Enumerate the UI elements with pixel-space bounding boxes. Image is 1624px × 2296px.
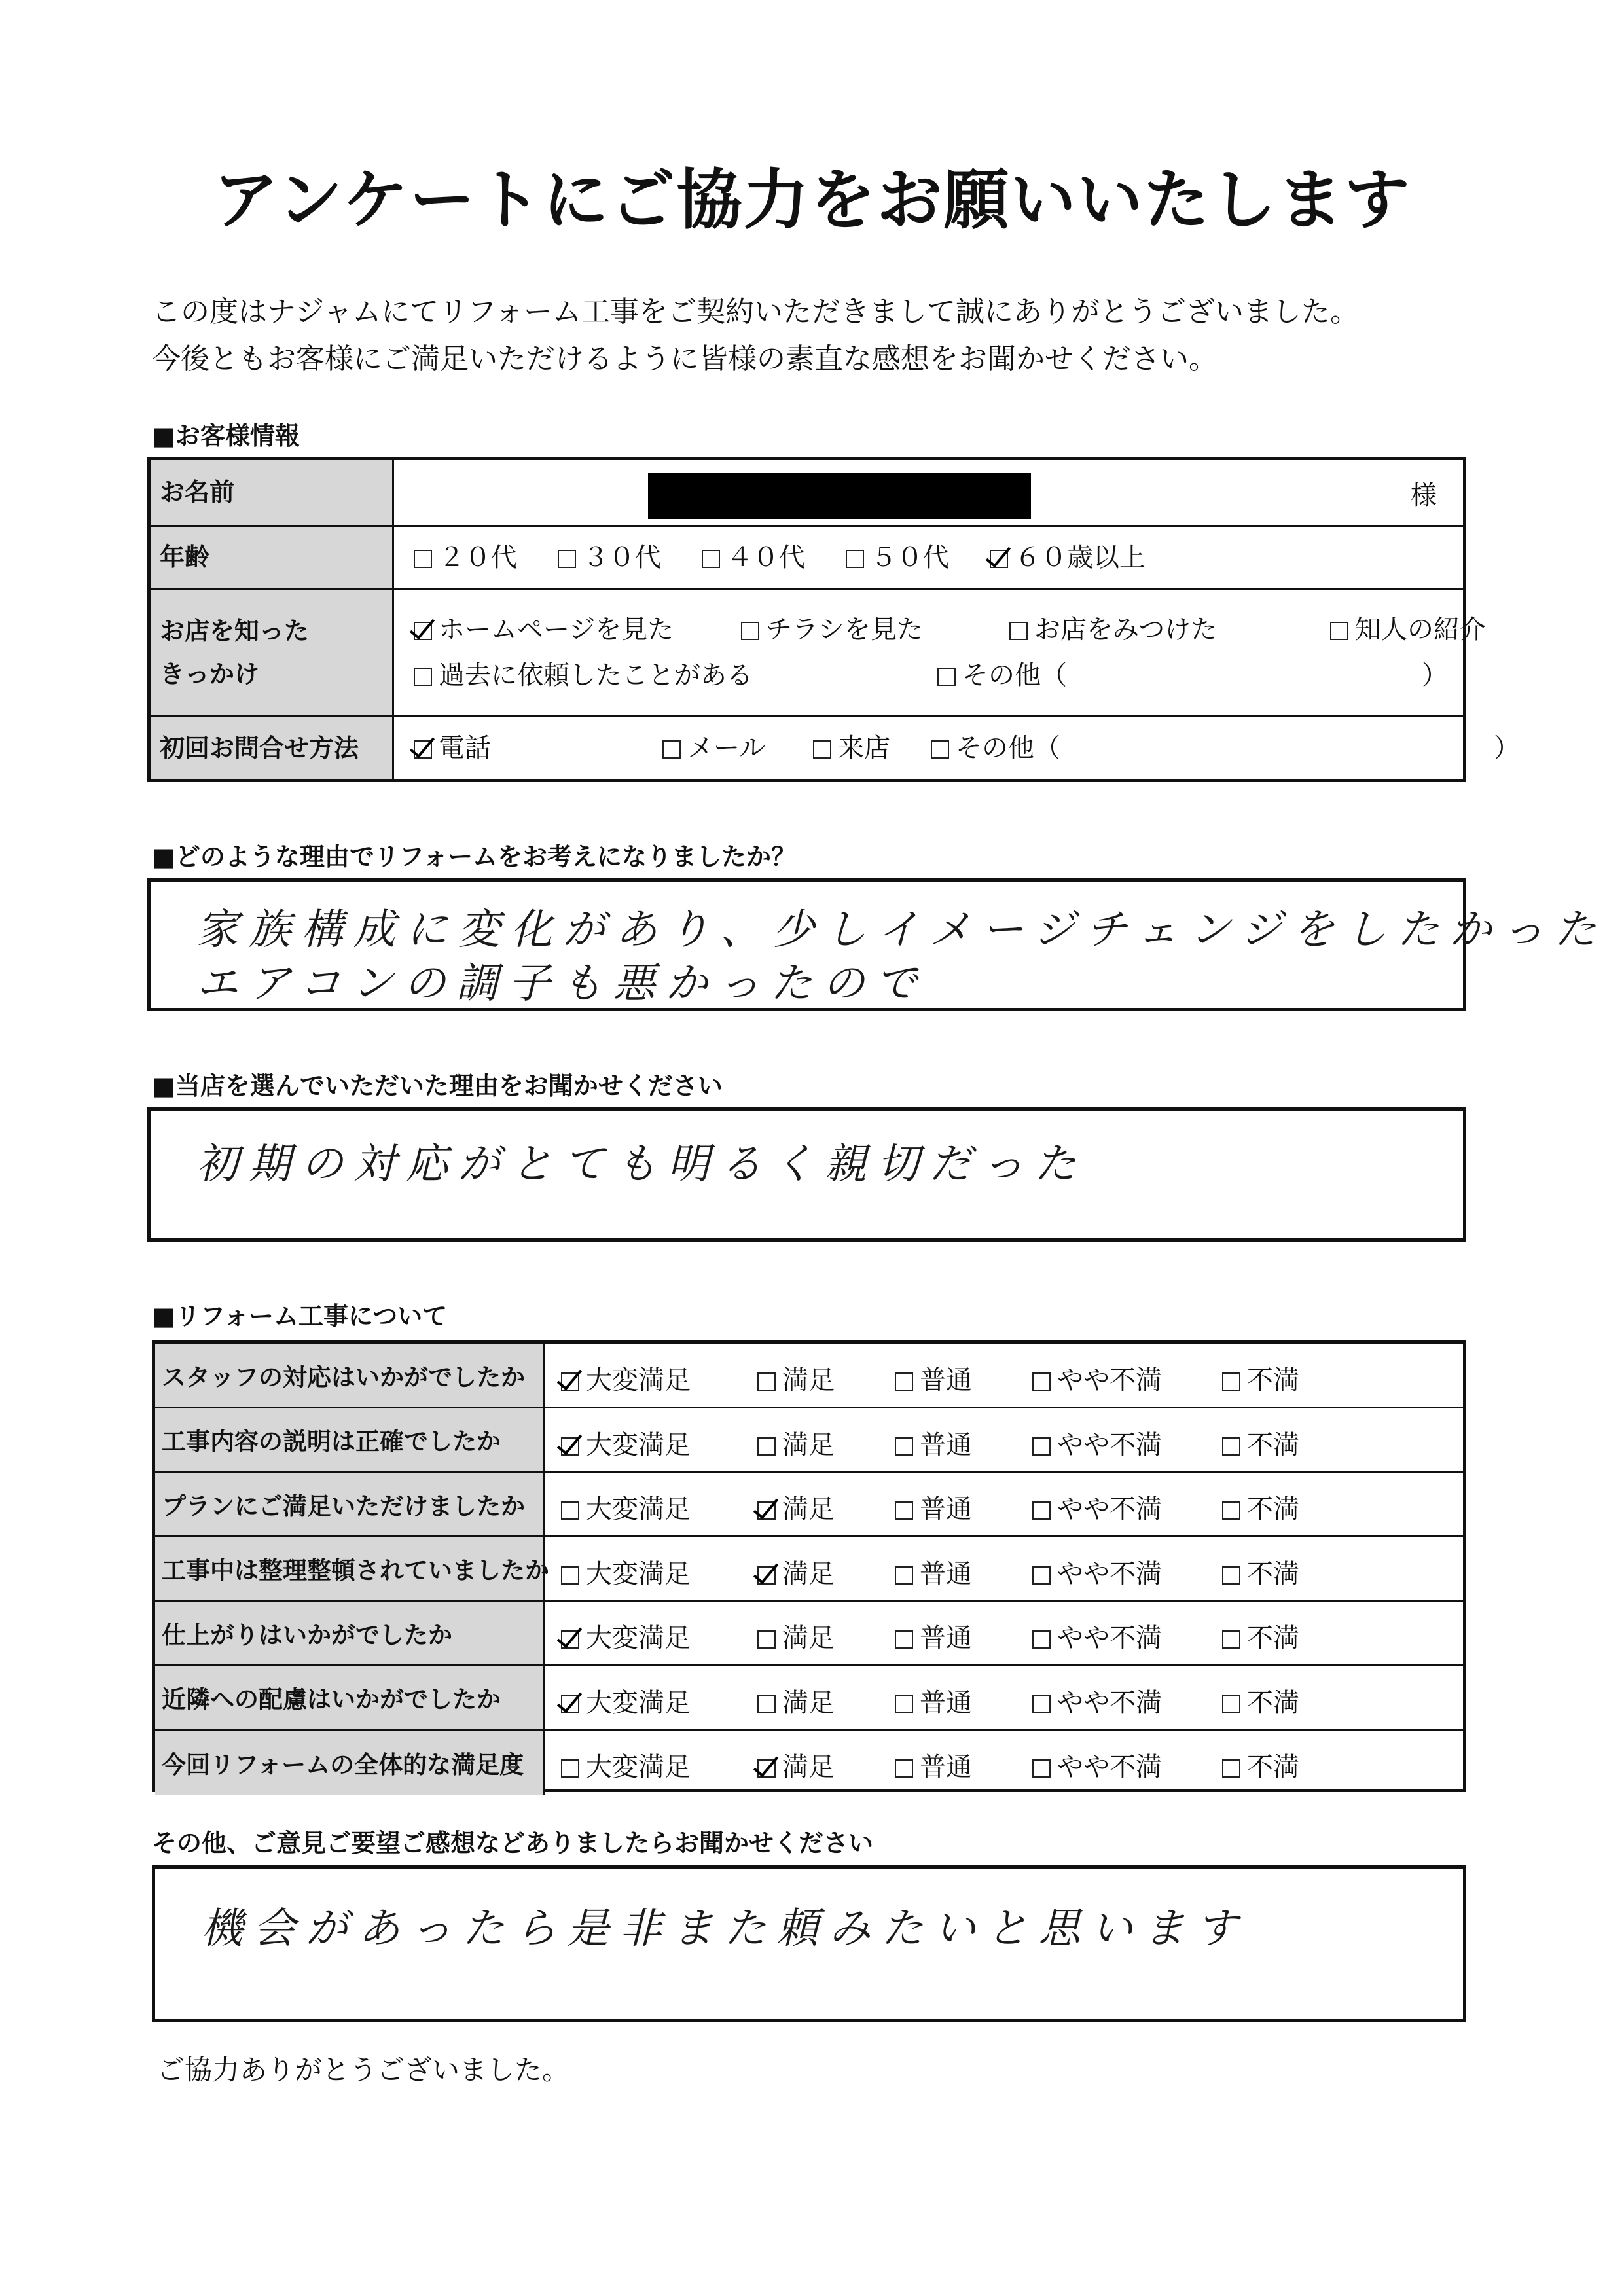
reason-answer-line-2: エアコンの調子も悪かったので [196,960,928,1008]
survey-checkbox[interactable] [757,1501,776,1520]
survey-option-label: 普通 [920,1558,972,1589]
survey-checkbox[interactable] [1032,1372,1051,1391]
survey-option[interactable] [757,1617,835,1655]
survey-question-label: スタッフの対応はいかがでしたか [155,1344,545,1407]
survey-option-label: 満足 [782,1429,835,1460]
why-us-answer-line-1: 初期の対応がとても明るく親切だった [196,1140,1087,1189]
survey-option[interactable] [895,1359,972,1397]
survey-option-label: 普通 [920,1687,972,1718]
redacted-name [648,473,1031,519]
survey-checkbox[interactable] [895,1566,913,1585]
survey-option[interactable] [1032,1617,1162,1655]
contact-close-paren: ） [1494,733,1520,763]
survey-checkbox[interactable] [895,1372,913,1391]
checkbox-visit[interactable] [813,740,831,759]
survey-checkbox[interactable] [757,1695,776,1713]
survey-option-label: 普通 [920,1365,972,1395]
survey-row [155,1408,1463,1473]
survey-option[interactable] [1222,1424,1299,1462]
survey-checkbox[interactable] [757,1437,776,1456]
survey-row [155,1537,1463,1602]
survey-option[interactable] [895,1424,972,1462]
closing-text: ご協力ありがとうございました。 [157,2054,570,2086]
survey-option[interactable] [757,1746,835,1784]
survey-option[interactable] [895,1682,972,1719]
survey-checkbox[interactable] [561,1566,579,1585]
survey-option[interactable] [1032,1488,1162,1526]
age-label: 年齢 [151,527,394,588]
survey-option[interactable] [1222,1682,1299,1719]
reason-answer-box[interactable] [147,878,1607,1011]
checkbox-referral[interactable] [1330,622,1348,640]
survey-option-label: 満足 [782,1365,835,1395]
survey-option-label: 不満 [1247,1623,1299,1653]
survey-checkbox[interactable] [1222,1566,1240,1585]
survey-checkbox[interactable] [561,1372,579,1391]
survey-option[interactable] [561,1617,691,1655]
survey-option[interactable] [757,1424,835,1462]
survey-option[interactable] [1222,1553,1299,1590]
age-option-30s[interactable]: ３０代 [558,535,661,581]
intro-line-2: 今後ともお客様にご満足いただけるように皆様の素直な感想をお聞かせください。 [152,342,1218,376]
survey-question-label: 仕上がりはいかがでしたか [155,1602,545,1664]
age-option-40s[interactable]: ４０代 [702,535,805,581]
honorific: 様 [1411,480,1437,511]
first-contact-label: 初回お問合せ方法 [151,717,394,779]
survey-question-label: 今回リフォームの全体的な満足度 [155,1731,545,1795]
survey-option-label: 不満 [1247,1687,1299,1718]
customer-info-table [147,457,1520,782]
survey-option-label: 大変満足 [586,1623,691,1653]
survey-option-label: 不満 [1247,1752,1299,1782]
survey-option-label: やや不満 [1057,1494,1162,1524]
survey-checkbox[interactable] [895,1501,913,1520]
discovery-option-homepage[interactable]: ホームページを見た [414,607,674,653]
survey-option[interactable] [561,1682,691,1719]
discovery-option-store[interactable]: お店をみつけた [1009,607,1217,653]
survey-checkbox[interactable] [1032,1566,1051,1585]
first-contact-row [151,717,1520,779]
age-options [394,527,1463,588]
survey-question-label: 工事中は整理整頓されていましたか [155,1537,545,1600]
contact-option-email[interactable]: メール [662,725,765,771]
survey-option-label: 大変満足 [586,1494,691,1524]
survey-option-label: 不満 [1247,1429,1299,1460]
checkbox-30s[interactable] [558,550,576,568]
checkbox-homepage[interactable] [414,622,432,640]
survey-checkbox[interactable] [1222,1695,1240,1713]
survey-checkbox[interactable] [561,1759,579,1778]
name-label: お名前 [151,460,394,525]
survey-option-label: 普通 [920,1623,972,1653]
survey-option[interactable] [1032,1746,1162,1784]
survey-option-label: やや不満 [1057,1558,1162,1589]
survey-checkbox[interactable] [1222,1372,1240,1391]
survey-question-label: プランにご満足いただけましたか [155,1473,545,1535]
survey-option[interactable] [757,1359,835,1397]
survey-option-label: 満足 [782,1558,835,1589]
survey-checkbox[interactable] [1032,1630,1051,1649]
survey-option[interactable] [1032,1359,1162,1397]
other-answer-box[interactable] [152,1865,1466,2022]
survey-checkbox[interactable] [561,1695,579,1713]
survey-checkbox[interactable] [1222,1437,1240,1456]
work-survey-table [152,1340,1466,1792]
page-title: アンケートにご協力をお願いいたします [213,162,1411,238]
survey-option-label: 不満 [1247,1558,1299,1589]
discovery-row [151,590,1486,717]
age-option-60plus[interactable]: ６０歳以上 [990,535,1146,581]
survey-option[interactable] [895,1488,972,1526]
contact-option-phone[interactable]: 電話 [414,725,491,771]
survey-row [155,1473,1463,1537]
survey-checkbox[interactable] [757,1566,776,1585]
survey-option-label: 大変満足 [586,1687,691,1718]
survey-option[interactable] [757,1553,835,1590]
discovery-options [394,590,1486,715]
survey-option[interactable] [1032,1682,1162,1719]
discovery-option-referral[interactable]: 知人の紹介 [1330,607,1486,653]
survey-option-label: やや不満 [1057,1752,1162,1782]
survey-option[interactable] [561,1746,691,1784]
checkbox-phone[interactable] [414,740,432,759]
discovery-label: お店を知った きっかけ [151,590,394,715]
survey-option-label: 普通 [920,1494,972,1524]
other-heading: その他、ご意見ご要望ご感想などありましたらお聞かせください [152,1829,874,1857]
survey-option-label: 満足 [782,1494,835,1524]
age-option-50s[interactable]: ５０代 [846,535,949,581]
survey-option[interactable] [1222,1617,1299,1655]
survey-option-label: 大変満足 [586,1429,691,1460]
survey-option[interactable] [895,1746,972,1784]
survey-option-label: 満足 [782,1687,835,1718]
survey-option-label: やや不満 [1057,1365,1162,1395]
survey-question-label: 近隣への配慮はいかがでしたか [155,1666,545,1729]
survey-option[interactable] [561,1488,691,1526]
survey-row [155,1731,1463,1795]
survey-option[interactable] [1222,1746,1299,1784]
discovery-option-flyer[interactable]: チラシを見た [741,607,923,653]
survey-option[interactable] [561,1424,691,1462]
checkbox-discovery-other[interactable] [937,668,956,686]
other-answer-line-1: 機会があったら是非また頼みたいと思います [201,1905,1248,1953]
checkbox-50s[interactable] [846,550,864,568]
survey-row [155,1666,1463,1731]
why-us-heading: ■当店を選んでいただいた理由をお聞かせください [152,1071,723,1100]
survey-checkbox[interactable] [1222,1759,1240,1778]
customer-info-heading: ■お客様情報 [152,422,300,450]
survey-checkbox[interactable] [1032,1759,1051,1778]
survey-option[interactable] [1032,1424,1162,1462]
survey-row [155,1344,1463,1408]
survey-option[interactable] [757,1682,835,1719]
survey-option[interactable] [895,1553,972,1590]
why-us-answer-box[interactable] [147,1107,1466,1242]
survey-option[interactable] [757,1488,835,1526]
reason-heading: ■どのような理由でリフォームをお考えになりましたか？ [152,842,797,871]
survey-checkbox[interactable] [895,1630,913,1649]
checkbox-20s[interactable] [414,550,432,568]
survey-checkbox[interactable] [1032,1501,1051,1520]
survey-option[interactable] [1032,1553,1162,1590]
survey-option-label: やや不満 [1057,1623,1162,1653]
checkbox-flyer[interactable] [741,622,759,640]
survey-checkbox[interactable] [1222,1501,1240,1520]
checkbox-past[interactable] [414,668,432,686]
survey-checkbox[interactable] [561,1501,579,1520]
work-heading: ■リフォーム工事について [152,1302,448,1331]
survey-checkbox[interactable] [1222,1630,1240,1649]
first-contact-options [394,717,1520,779]
checkbox-contact-other[interactable] [931,740,949,759]
intro-line-1: この度はナジャムにてリフォーム工事をご契約いただきまして誠にありがとうございました。 [152,295,1360,329]
survey-option[interactable] [561,1359,691,1397]
survey-checkbox[interactable] [895,1437,913,1456]
checkbox-40s[interactable] [702,550,720,568]
survey-row [155,1602,1463,1666]
survey-option[interactable] [1222,1359,1299,1397]
survey-checkbox[interactable] [1032,1437,1051,1456]
discovery-option-other[interactable]: その他（ [937,653,1067,698]
survey-option-label: 大変満足 [586,1558,691,1589]
survey-checkbox[interactable] [1032,1695,1051,1713]
survey-option[interactable] [895,1617,972,1655]
survey-option-label: 満足 [782,1752,835,1782]
checkbox-store[interactable] [1009,622,1028,640]
survey-checkbox[interactable] [757,1759,776,1778]
checkbox-60plus[interactable] [990,550,1008,568]
discovery-close-paren: ） [1422,660,1448,691]
survey-checkbox[interactable] [895,1695,913,1713]
checkbox-email[interactable] [662,740,681,759]
name-row [151,460,1463,527]
survey-checkbox[interactable] [895,1759,913,1778]
survey-checkbox[interactable] [561,1630,579,1649]
contact-option-visit[interactable]: 来店 [813,725,890,771]
survey-checkbox[interactable] [561,1437,579,1456]
discovery-option-past[interactable]: 過去に依頼したことがある [414,653,753,698]
survey-option-label: 大変満足 [586,1365,691,1395]
survey-option-label: やや不満 [1057,1687,1162,1718]
survey-checkbox[interactable] [757,1372,776,1391]
survey-option-label: 大変満足 [586,1752,691,1782]
survey-option[interactable] [561,1553,691,1590]
survey-question-label: 工事内容の説明は正確でしたか [155,1408,545,1471]
survey-checkbox[interactable] [757,1630,776,1649]
age-option-20s[interactable]: ２０代 [414,535,517,581]
survey-option-label: 不満 [1247,1365,1299,1395]
survey-option-label: 不満 [1247,1494,1299,1524]
survey-option-label: 普通 [920,1752,972,1782]
age-row [151,527,1463,590]
survey-option-label: やや不満 [1057,1429,1162,1460]
reason-answer-line-1: 家族構成に変化があり、少しイメージチェンジをしたかった [196,906,1607,954]
survey-option-label: 満足 [782,1623,835,1653]
survey-option-label: 普通 [920,1429,972,1460]
contact-option-other[interactable]: その他（ [931,725,1060,771]
survey-option[interactable] [1222,1488,1299,1526]
